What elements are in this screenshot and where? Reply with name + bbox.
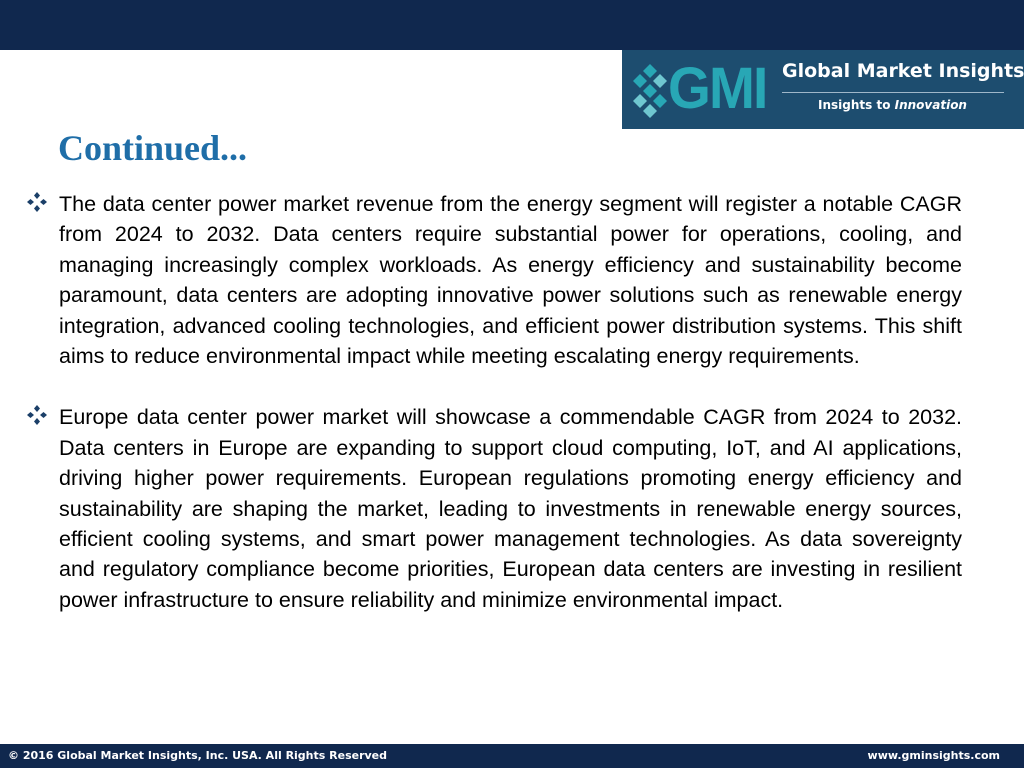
page-title: Continued... bbox=[58, 128, 248, 168]
company-logo bbox=[622, 50, 1024, 129]
tagline-prefix: Insights to bbox=[818, 98, 895, 112]
four-diamond-icon bbox=[26, 191, 48, 213]
bullet-list bbox=[24, 189, 962, 646]
bullet-text: Europe data center power market will showcase a commendable CAGR from 2024 to 2032. Data centers in Europe are expanding to support cloud computing, IoT, and AI applications, driving higher power requirements. European regulations promoting energy efficiency and sustainability are shaping the market, leading to investments in renewable energy sources, efficient cooling systems, and smart power management technologies. As data sovereignty and regulatory compliance become priorities, European data centers are investing in resilient power infrastructure to ensure reliability and minimize environmental impact. bbox=[59, 405, 962, 612]
footer-bar bbox=[0, 744, 1024, 768]
tagline-emphasis: Innovation bbox=[894, 98, 967, 112]
brand-tagline bbox=[818, 98, 967, 112]
bullet-item bbox=[24, 402, 962, 615]
copyright-notice: © 2016 Global Market Insights, Inc. USA. All Rights Reserved bbox=[8, 749, 388, 762]
logo-divider bbox=[782, 92, 1004, 93]
logo-letters: GMI bbox=[668, 56, 767, 121]
diamond-pattern-icon bbox=[630, 64, 670, 118]
bullet-text: The data center power market revenue from the energy segment will register a notable CAGR from 2024 to 2032. Data centers require substantial power for operations, cooling, and managing increasingly complex workloads. As energy efficiency and sustainability become paramount, data centers are adopting innovative power solutions such as renewable energy integration, advanced cooling technologies, and efficient power distribution systems. This shift aims to reduce environmental impact while meeting escalating energy requirements. bbox=[59, 192, 962, 369]
website-link[interactable]: www.gminsights.com bbox=[867, 749, 1000, 762]
four-diamond-icon bbox=[26, 404, 48, 426]
header-bar bbox=[0, 0, 1024, 50]
brand-name: Global Market Insights bbox=[782, 60, 1024, 82]
bullet-item bbox=[24, 189, 962, 371]
